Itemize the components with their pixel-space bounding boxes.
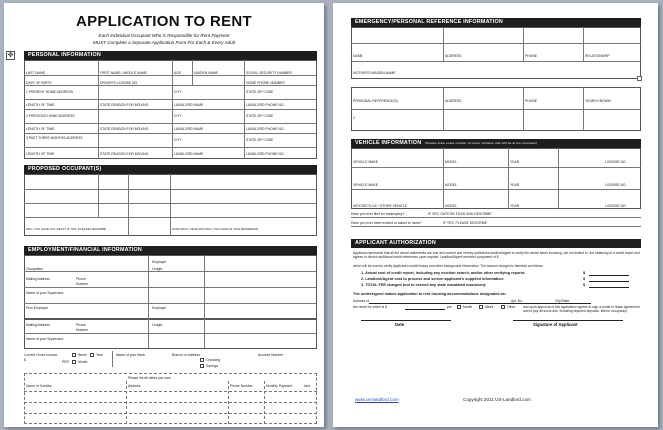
label-landlord-phone-3: LANDLORD PHONE NO. — [246, 152, 285, 156]
label-maiden: MAIDEN NAME — [194, 71, 218, 75]
label-address-of: Address of — [353, 299, 369, 303]
label-year: Year — [96, 353, 103, 357]
label-phone-2: Phone — [76, 323, 86, 327]
employment-box-2 — [24, 319, 317, 349]
label-landlord-3: LANDLORD NAME — [174, 152, 204, 156]
label-year-2: YEAR — [510, 183, 520, 187]
label-branch: Branch or Address — [172, 353, 200, 357]
auth-paragraph-2: which will be used to verify Applicant's credit history and other background information. The amount charged is itemized as follows: — [353, 264, 544, 268]
label-city-3: CITY — [174, 138, 182, 142]
vehicle-header-title: VEHICLE INFORMATION — [355, 140, 422, 146]
label-prev-home: 2 PREVIOUS HOME ADDRESS — [26, 114, 75, 118]
vehicle-header-note: (Please state exact number of motor vehicles that will be at the premises) — [425, 141, 538, 145]
label-emergency-address: ADDRESS — [445, 54, 462, 58]
label-reason-1: STATE REASON FOR MOVING — [100, 103, 149, 107]
label-per-right: per — [447, 305, 452, 309]
label-week: Week — [78, 353, 87, 357]
label-city-1: CITY — [174, 90, 182, 94]
label-year-1: YEAR — [510, 160, 520, 164]
label-name-creditor: Name of Creditor — [26, 384, 52, 388]
personal-info-header: PERSONAL INFORMATION — [24, 51, 317, 60]
label-supervisor-2: Name of your Supervisor — [26, 337, 64, 341]
label-reason-2: STATE REASON FOR MOVING — [100, 127, 149, 131]
label-license-1: LICENSE NO. — [605, 160, 627, 164]
label-length-emp: Length — [152, 267, 163, 271]
label-drivers: DRIVER'S LICENSE NO. — [100, 81, 139, 85]
footer-copyright: Copyright 2011 US-Landlord.com — [463, 397, 531, 402]
label-dollar-income: $ — [24, 358, 26, 362]
label-landlord-1: LANDLORD NAME — [174, 103, 204, 107]
label-state-3: STATE ZIP CODE — [246, 138, 274, 142]
label-evicted-follow: IF YES, PLEASE DESCRIBE — [443, 221, 488, 225]
auth-item-1: 1. Actual cost of credit report, including any eviction search, and/or other verifying reports: — [361, 271, 526, 275]
dollar-2: $ — [583, 277, 586, 281]
checkbox-week[interactable] — [72, 353, 76, 357]
label-last-name: LAST NAME — [26, 71, 46, 75]
checkbox-savings[interactable] — [200, 364, 204, 368]
checkbox-year[interactable] — [90, 353, 94, 357]
label-date: Date — [395, 322, 405, 327]
label-phone-1: Phone — [76, 277, 86, 281]
label-mothers-maiden: MOTHER'S MAIDEN NAME — [353, 71, 396, 75]
label-present-home: 1 PRESENT HOME ADDRESS — [26, 90, 74, 94]
label-monthly-payment: Monthly Payment — [266, 384, 293, 388]
label-reason-3: STATE REASON FOR MOVING — [100, 152, 149, 156]
label-model-2: MODEL — [445, 183, 458, 187]
application-page-1 — [4, 3, 324, 427]
label-state-2: STATE ZIP CODE — [246, 114, 274, 118]
label-ref-2: 2 — [353, 116, 355, 120]
label-rent-week: Week — [485, 305, 494, 309]
label-dob: DATE OF BIRTH — [26, 81, 52, 85]
checkbox-month[interactable] — [72, 360, 76, 364]
vehicle-header — [351, 139, 641, 148]
label-mailing-2: Mailing Address — [26, 323, 50, 327]
label-checking: Checking — [206, 358, 221, 362]
subtitle-line-1: Each Individual Occupant Who is Responsible for Rent Payment — [98, 33, 230, 38]
label-vehicle-make-2: VEHICLE MAKE — [353, 183, 379, 187]
dollar-1: $ — [583, 271, 586, 275]
creditor-table — [24, 373, 317, 424]
label-rental-line: the rental for which is $ — [353, 305, 387, 309]
label-license-3: LICENSE NO. — [605, 204, 627, 208]
label-credit-note: Please list all debts you owe — [128, 376, 171, 380]
label-occupation: Occupation — [26, 267, 44, 271]
label-length-1: LENGTH OF TIME — [26, 103, 55, 107]
label-landlord-2: LANDLORD NAME — [174, 127, 204, 131]
label-number-2: Number — [76, 328, 89, 332]
label-emergency-phone: PHONE — [525, 54, 538, 58]
label-mailing-1: Mailing Address — [26, 277, 50, 281]
label-apt-no: Apt. No. — [511, 299, 523, 303]
label-savings: Savings — [206, 364, 219, 368]
application-page-2 — [333, 3, 658, 427]
authorization-header: APPLICANT AUTHORIZATION — [351, 239, 641, 248]
auth-upon-approval: and upon approval of this application agrees to sign a rental or lease agreement and to pay all sums due, including required deposits, before occupancy. — [523, 305, 640, 314]
label-bankrupt-follow: IF YES, DATE BK FILED AND DESCRIBE — [428, 212, 492, 216]
label-model-3: MODEL — [445, 204, 458, 208]
label-creditor-address: Address — [128, 384, 141, 388]
label-length-emp-2: Length — [152, 323, 163, 327]
label-ssn: SOCIAL SECURITY NUMBER — [246, 71, 292, 75]
label-emergency-name: NAME — [353, 54, 363, 58]
label-name-bank: Name of your Bank — [116, 353, 146, 357]
label-creditor-phone: Phone Number — [230, 384, 253, 388]
label-pets-question: WILL YOU HAVE ANY PETS? IF YES, PLEASE DESCRIBE — [26, 227, 106, 231]
employment-header: EMPLOYMENT/FINANCIAL INFORMATION — [24, 246, 317, 255]
label-prev-employer: Prev Employer — [26, 306, 49, 310]
auth-item-3: 3. TOTAL FEE charged (not to exceed any state mandated maximum): — [361, 283, 487, 287]
label-year-3: YEAR — [510, 204, 520, 208]
move-handle-icon[interactable]: ✥ — [7, 52, 14, 59]
label-length-2: LENGTH OF TIME — [26, 127, 55, 131]
label-personal-ref: PERSONAL REFERENCE(S) — [353, 99, 398, 103]
vehicle-box — [351, 148, 641, 209]
label-signature: Signature of Applicant — [533, 322, 578, 327]
footer-website-link[interactable]: www.us-landlord.com — [355, 397, 399, 402]
label-current-gross: Current Gross Income — [24, 353, 58, 357]
label-rent-month: Month — [463, 305, 473, 309]
label-bankrupt-q: Have you ever filed for bankruptcy? — [351, 212, 405, 216]
label-prev-home-3: 3 PAST THREE MONTHS ADDRESS — [26, 136, 83, 140]
label-ref-address: ADDRESS — [445, 99, 462, 103]
auth-item-2: 2. Landlord/Agent cost to process and screen applicant's supplied information: — [361, 277, 505, 281]
label-model-1: MODEL — [445, 160, 458, 164]
document-title: APPLICATION TO RENT — [76, 13, 252, 30]
label-employer-1: Employer — [152, 260, 167, 264]
label-landlord-phone-2: LANDLORD PHONE NO. — [246, 127, 285, 131]
checkbox-checking[interactable] — [200, 358, 204, 362]
auth-paragraph-1: Applicant represents that all the above statements are true and correct and hereby authorizes landlord/agent to verify the above items including, but not limited to, the obtaining of a credit report and agrees to furnish additional credit references upon request. Landlord/Agent received a payment of $ — [353, 251, 640, 260]
label-account-number: Account Number — [258, 353, 284, 357]
checkbox-rent-week[interactable] — [479, 305, 483, 309]
label-years-known: YEARS KNOWN — [585, 99, 611, 103]
label-month: Month — [78, 360, 88, 364]
subtitle-line-2: MUST Complete a Separate Application Form For Each & Every Adult — [92, 40, 236, 45]
label-age: AGE — [174, 71, 182, 75]
label-city-2: CITY — [174, 114, 182, 118]
label-vehicle-make-1: VEHICLE MAKE — [353, 160, 379, 164]
dollar-3: $ — [583, 283, 586, 287]
label-vehicles-question: HOW MANY VEHICLES WILL YOU HAVE AT THIS RESIDENCE — [172, 227, 259, 231]
checkbox-rent-other[interactable] — [501, 305, 505, 309]
label-motorcycle: MOTORCYCLE / OTHER VEHICLE — [353, 204, 408, 208]
label-home-phone: HOME PHONE NUMBER — [246, 81, 285, 85]
proposed-occupants-header: PROPOSED OCCUPANT(S) — [24, 165, 317, 174]
emergency-header: EMERGENCY/PERSONAL REFERENCE INFORMATION — [351, 18, 641, 27]
auth-undersigned: The undersigned makes application to rent housing accommodations designated as: — [353, 292, 507, 296]
label-city-state: City/State — [555, 299, 570, 303]
label-amount: Amt — [304, 384, 311, 388]
label-rent-other: Other — [507, 305, 516, 309]
label-per: PER — [62, 360, 69, 364]
label-supervisor-1: Name of your Supervisor — [26, 291, 64, 295]
label-emergency-relationship: RELATIONSHIP — [585, 54, 610, 58]
checkbox-rent-month[interactable] — [457, 305, 461, 309]
resize-handle-icon[interactable] — [637, 76, 642, 81]
label-number-1: Number — [76, 282, 89, 286]
label-length-3: LENGTH OF TIME — [26, 152, 55, 156]
label-state-1: STATE ZIP CODE — [246, 90, 274, 94]
label-first-name: FIRST NAME / MIDDLE NAME — [100, 71, 147, 75]
label-license-2: LICENSE NO. — [605, 183, 627, 187]
label-employer-2: Employer — [152, 306, 167, 310]
label-evicted-q: Have you ever been evicted or asked to move? — [351, 221, 422, 225]
label-ref-phone: PHONE — [525, 99, 538, 103]
label-landlord-phone-1: LANDLORD PHONE NO. — [246, 103, 285, 107]
